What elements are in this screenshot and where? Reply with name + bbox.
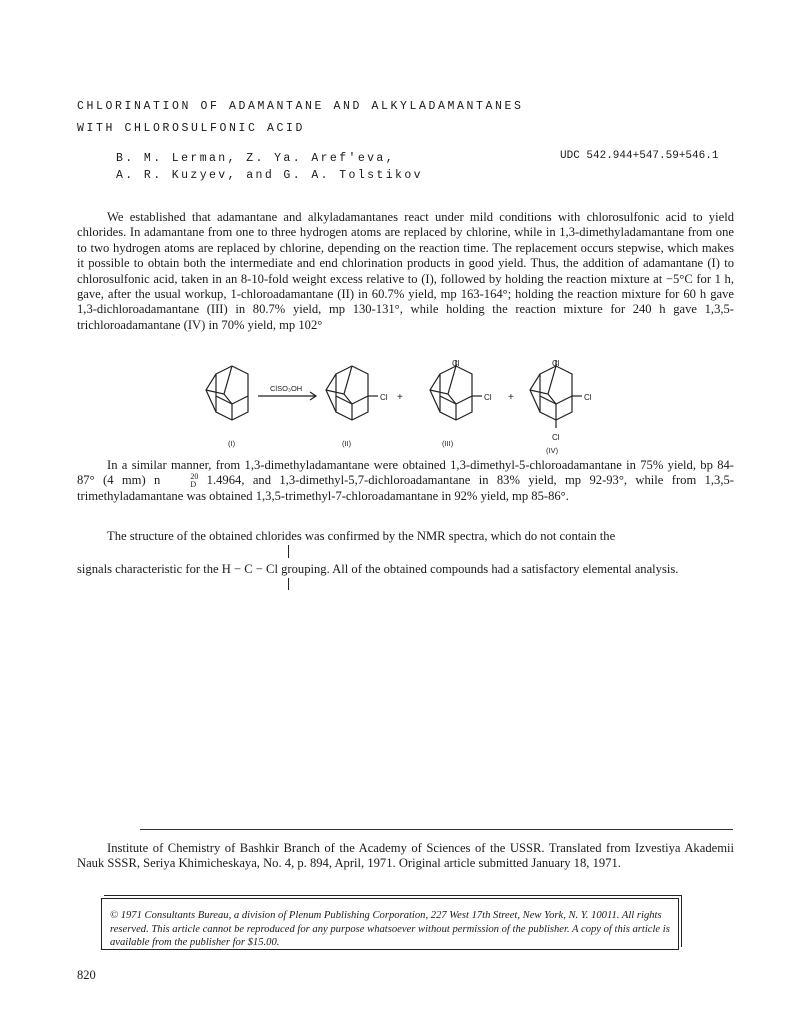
- authors-line-2: A. R. Kuzyev, and G. A. Tolstikov: [116, 169, 423, 182]
- chlorine-label-2: Cl: [380, 393, 388, 402]
- footer-divider: [140, 829, 733, 830]
- paragraph-2-text-a: In a similar manner, from 1,3-dimethyladamantane were obtained 1,3-dimethyl-5-chloroadamantane in 75% yield, bp 84-87° (4 mm) n: [77, 458, 734, 488]
- authors: [116, 150, 423, 184]
- plus-sign-2: +: [508, 392, 514, 403]
- title-line-2: WITH CHLOROSULFONIC ACID: [77, 122, 306, 135]
- plus-sign-1: +: [397, 392, 403, 403]
- institute-note-text: Institute of Chemistry of Bashkir Branch of the Academy of Sciences of the USSR. Translated from Izvestiya Akademii Nauk SSSR, Seriya Khimicheskaya, No. 4, p. 894, April, 1971. Original article submitted January 18, 1971.: [77, 841, 734, 871]
- reaction-arrow: [258, 392, 316, 400]
- udc-code: UDC 542.944+547.59+546.1: [560, 150, 719, 162]
- compound-label-1: (I): [228, 439, 236, 448]
- grouping-bond-bottom: [288, 578, 289, 590]
- paragraph-3: [77, 529, 734, 578]
- paragraph-1-text: We established that adamantane and alkyladamantanes react under mild conditions with chlorosulfonic acid to yield chlorides. In adamantane from one to three hydrogen atoms are replaced by chlorine, while in 1,3-dimethyladamantane from one to two hydrogen atoms are replaced by chlorine, depending on the reaction time. The replacement occurs stepwise, which makes it possible to obtain both the intermediate and end chlorination products in good yield. Thus, the addition of adamantane (I) to chlorosulfonic acid, taken in an 8-10-fold weight excess relative to (I), followed by holding the reaction mixture at −5°C for 1 h, gave, after the usual workup, 1-chloroadamantane (II) in 60.7% yield, mp 163-164°; holding the reaction mixture for 60 h gave 1,3-dichloroadamantane (III) in 80.7% yield, mp 130-131°, while holding the reaction mixture for 240 h gave 1,3,5-trichloroadamantane (IV) in 70% yield, mp 102°: [77, 210, 734, 332]
- copyright-text: © 1971 Consultants Bureau, a division of Plenum Publishing Corporation, 227 West 17th Street, New York, N. Y. 10011. All rights reserved. This article cannot be reproduced for any purpose whatsoever without permission of the publisher. A copy of this article is available from the publisher for $15.00.: [110, 910, 670, 948]
- chlorine-label-3a: Cl: [484, 393, 492, 402]
- page-number: 820: [77, 968, 96, 982]
- chlorine-label-3b: Cl: [452, 359, 460, 368]
- refractive-index-line: D: [190, 480, 197, 490]
- paragraph-2: [77, 458, 734, 505]
- institute-note: [77, 841, 734, 872]
- chlorine-label-4a: Cl: [584, 393, 592, 402]
- adamantane-structure-2: [326, 366, 378, 420]
- reagent-label: ClSO₃OH: [270, 384, 303, 393]
- paragraph-1: [77, 210, 734, 333]
- compound-label-3: (III): [442, 439, 454, 448]
- refractive-index-temperature: 20: [190, 472, 199, 482]
- compound-label-4: (IV): [546, 446, 559, 455]
- article-title: [77, 96, 757, 140]
- paragraph-3-line-2: signals characteristic for the H − C − Cl grouping. All of the obtained compounds had a satisfactory elemental analysis.: [77, 562, 679, 577]
- paragraph-2-text-b: 1.4964, and 1,3-dimethyl-5,7-dichloroadamantane in 83% yield, mp 92-93°, while from 1,3,5-trimethyladamantane was obtained 1,3,5-trimethyl-7-chloroadamantane in 92% yield, mp 85-86°.: [77, 473, 734, 504]
- compound-label-2: (II): [342, 439, 352, 448]
- chlorine-label-4b: Cl: [552, 359, 560, 368]
- reaction-scheme: [190, 358, 610, 458]
- adamantane-structure-1: [206, 366, 248, 420]
- authors-line-1: B. M. Lerman, Z. Ya. Aref'eva,: [116, 152, 396, 165]
- title-line-1: CHLORINATION OF ADAMANTANE AND ALKYLADAMANTANES: [77, 100, 524, 113]
- chlorine-label-4c: Cl: [552, 433, 560, 442]
- adamantane-structure-4: [530, 360, 582, 428]
- copyright-box: [101, 898, 679, 950]
- adamantane-structure-3: [430, 360, 482, 420]
- paragraph-3-line-1: The structure of the obtained chlorides was confirmed by the NMR spectra, which do not contain the: [107, 529, 616, 543]
